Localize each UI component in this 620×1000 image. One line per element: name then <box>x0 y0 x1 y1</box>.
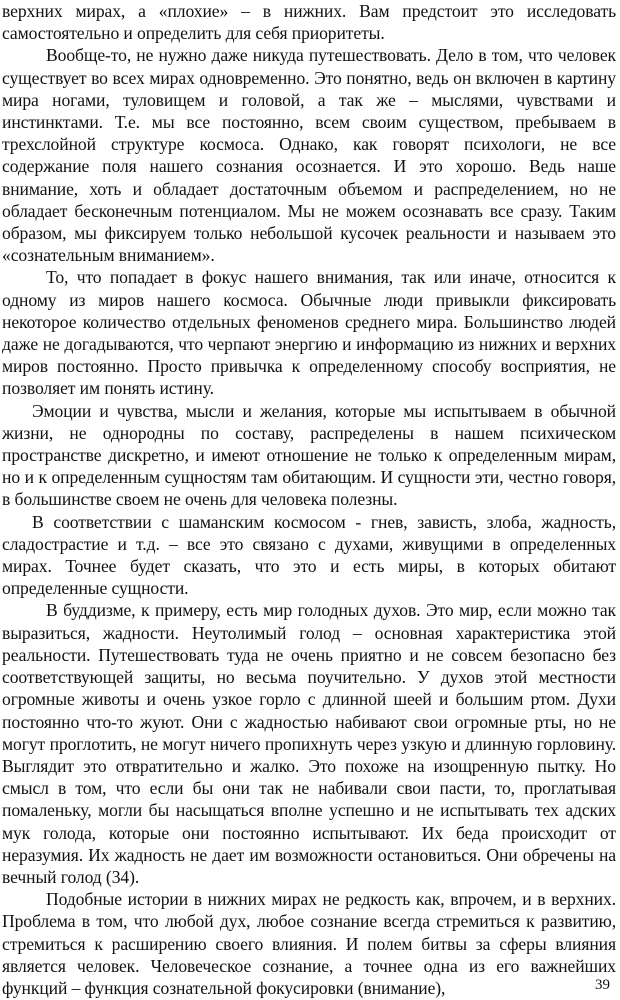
paragraph-1: верхних мирах, а «плохие» – в нижних. Вам предстоит это исследовать самостоятельно и определить для себя приоритеты. <box>2 1 616 44</box>
text-body <box>2 0 616 999</box>
page-number: 39 <box>595 977 610 993</box>
paragraph-5: В соответствии с шаманским космосом - гнев, зависть, злоба, жадность, сладострастие и т.д. – все это связано с духами, живущими в определенных мирах. Точнее будет сказать, что это и есть миры, в которых обитают определенные сущности. <box>2 511 616 599</box>
paragraph-3: То, что попадает в фокус нашего внимания, так или иначе, относится к одному из миров нашего космоса. Обычные люди привыкли фиксировать некоторое количество отдельных феноменов среднего мира. Большинство людей даже не догадываются, что черпают энергию и информацию из нижних и верхних миров постоянно. Просто привычка к определенному способу восприятия, не позволяет им понять истину. <box>2 267 616 399</box>
paragraph-4: Эмоции и чувства, мысли и желания, которые мы испытываем в обычной жизни, не однородны по составу, распределены в нашем психическом пространстве дискретно, и имеют отношение не только к определенным мирам, но и к определенным сущностям там обитающим. И сущности эти, честно говоря, в большинстве своем не очень для человека полезны. <box>2 400 616 510</box>
paragraph-7: Подобные истории в нижних мирах не редкость как, впрочем, и в верхних. Проблема в том, что любой дух, любое сознание всегда стремиться к развитию, стремиться к расширению своего влияния. И полем битвы за сферы влияния является человек. Человеческое сознание, а точнее одна из его важнейших функций – функция сознательной фокусировки (внимание), <box>2 889 616 998</box>
paragraph-2: Вообще-то, не нужно даже никуда путешествовать. Дело в том, что человек существует во всех мирах одновременно. Это понятно, ведь он включен в картину мира ногами, туловищем и головой, а так же – мыслями, чувствами и инстинктами. Т.е. мы все постоянно, всем своим существом, пребываем в трехслойной структуре космоса. Однако, как говорят психологи, не все содержание поля нашего сознания осознается. И это хорошо. Ведь наше внимание, хоть и обладает достаточным объемом и распределением, но не обладает бесконечным потенциалом. Мы не можем осознавать все сразу. Таким образом, мы фиксируем только небольшой кусочек реальности и называем это «сознательным вниманием». <box>2 45 616 266</box>
paragraph-6: В буддизме, к примеру, есть мир голодных духов. Это мир, если можно так выразиться, жадности. Неутолимый голод – основная характеристика этой реальности. Путешествовать туда не очень приятно и не совсем безопасно без соответствующей защиты, но весьма поучительно. У духов этой местности огромные животы и очень узкое горло с длинной шеей и большим ртом. Духи постоянно что-то жуют. Они с жадностью набивают свои огромные рты, но не могут проглотить, не могут ничего пропихнуть через узкую и длинную горловину. Выглядит это отвратительно и жалко. Это похоже на изощренную пытку. Но смысл в том, что если бы они так не набивали свои пасти, то, проглатывая помаленьку, могли бы насыщаться вполне успешно и не испытывать тех адских мук голода, которые они постоянно испытывают. Их беда происходит от неразумия. Их жадность не дает им возможности остановиться. Они обречены на вечный голод (34). <box>2 600 616 887</box>
